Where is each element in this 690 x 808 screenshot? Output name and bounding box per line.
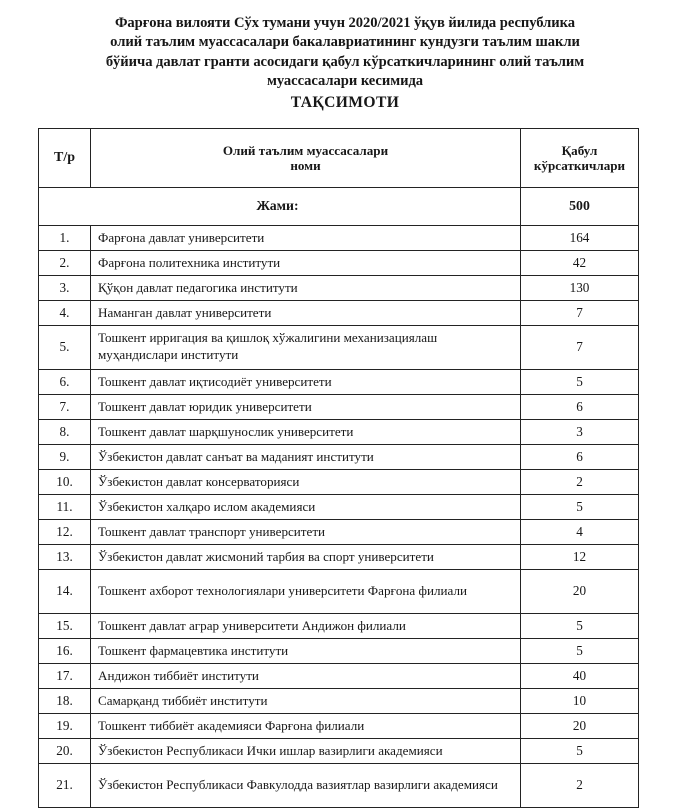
admission-quota: 5: [521, 639, 639, 664]
table-row: [39, 470, 639, 495]
row-number: 13.: [39, 545, 91, 570]
row-number: 20.: [39, 739, 91, 764]
row-number: 8.: [39, 420, 91, 445]
table-row: [39, 714, 639, 739]
table-row: [39, 545, 639, 570]
institution-name: Тошкент давлат транспорт университети: [91, 520, 521, 545]
table-total-row: [39, 188, 639, 226]
institution-name: Ўзбекистон давлат санъат ва маданият институти: [91, 445, 521, 470]
title-line-2: олий таълим муассасалари бакалавриатининг кундузги таълим шакли: [110, 34, 580, 51]
table-row: [39, 420, 639, 445]
table-row: [39, 495, 639, 520]
row-number: 12.: [39, 520, 91, 545]
institution-name: Фарғона политехника институти: [91, 251, 521, 276]
table-header-row: [39, 129, 639, 188]
table-header: [39, 129, 639, 188]
table-row: [39, 301, 639, 326]
row-number: 16.: [39, 639, 91, 664]
institution-name: Тошкент ирригация ва қишлоқ хўжалигини механизациялаш муҳандислари институти: [91, 326, 521, 370]
admission-quota: 3: [521, 420, 639, 445]
institution-name: Тошкент тиббиёт академияси Фарғона филиали: [91, 714, 521, 739]
page-subtitle: ТАҚСИМОТИ: [290, 93, 400, 111]
admission-quota: 10: [521, 689, 639, 714]
row-number: 5.: [39, 326, 91, 370]
admission-quota: 164: [521, 226, 639, 251]
institution-name: Тошкент давлат аграр университети Андижон филиали: [91, 614, 521, 639]
row-number: 7.: [39, 395, 91, 420]
row-number: 2.: [39, 251, 91, 276]
table-body: [39, 188, 639, 808]
row-number: 19.: [39, 714, 91, 739]
admission-quota: 7: [521, 326, 639, 370]
admission-quota: 40: [521, 664, 639, 689]
row-number: 11.: [39, 495, 91, 520]
institution-name: Тошкент давлат юридик университети: [91, 395, 521, 420]
row-number: 1.: [39, 226, 91, 251]
table-row: [39, 570, 639, 614]
admission-quota: 20: [521, 570, 639, 614]
institution-name: Самарқанд тиббиёт институти: [91, 689, 521, 714]
column-header-institution: [91, 129, 521, 188]
institution-name: Тошкент ахборот технологиялари университети Фарғона филиали: [91, 570, 521, 614]
row-number: 4.: [39, 301, 91, 326]
table-row: [39, 276, 639, 301]
admission-quota: 7: [521, 301, 639, 326]
table-row: [39, 664, 639, 689]
row-number: 14.: [39, 570, 91, 614]
table-row: [39, 520, 639, 545]
institution-name: Ўзбекистон халқаро ислом академияси: [91, 495, 521, 520]
row-number: 18.: [39, 689, 91, 714]
row-number: 9.: [39, 445, 91, 470]
title-line-4: муассасалари кесимида: [266, 73, 424, 90]
institution-name: Тошкент давлат иқтисодиёт университети: [91, 370, 521, 395]
column-header-quota-line1: Қабул: [561, 142, 598, 158]
admission-quota: 2: [521, 470, 639, 495]
institution-name: Тошкент давлат шарқшунослик университети: [91, 420, 521, 445]
row-number: 10.: [39, 470, 91, 495]
total-value: 500: [521, 188, 639, 226]
admission-quota: 130: [521, 276, 639, 301]
admission-quota: 5: [521, 614, 639, 639]
admission-quota: 5: [521, 495, 639, 520]
table-row: [39, 226, 639, 251]
table-row: [39, 764, 639, 808]
institution-name: Ўзбекистон давлат консерваторияси: [91, 470, 521, 495]
table-row: [39, 445, 639, 470]
admission-quota: 5: [521, 739, 639, 764]
total-label: Жами:: [39, 188, 521, 226]
admission-quota: 6: [521, 395, 639, 420]
table-row: [39, 739, 639, 764]
column-header-number: Т/р: [39, 129, 91, 188]
row-number: 15.: [39, 614, 91, 639]
page-title: [0, 0, 690, 113]
table-row: [39, 370, 639, 395]
admission-quota: 5: [521, 370, 639, 395]
admission-quota: 2: [521, 764, 639, 808]
row-number: 6.: [39, 370, 91, 395]
title-line-1: Фарғона вилояти Сўх тумани учун 2020/2021 ўқув йилида республика: [114, 15, 576, 31]
distribution-table: [38, 128, 639, 808]
row-number: 21.: [39, 764, 91, 808]
table-row: [39, 639, 639, 664]
admission-quota: 42: [521, 251, 639, 276]
institution-name: Ўзбекистон давлат жисмоний тарбия ва спорт университети: [91, 545, 521, 570]
column-header-quota-line2: кўрсаткичлари: [533, 158, 626, 173]
row-number: 3.: [39, 276, 91, 301]
table-row: [39, 614, 639, 639]
institution-name: Тошкент фармацевтика институти: [91, 639, 521, 664]
institution-name: Наманган давлат университети: [91, 301, 521, 326]
institution-name: Қўқон давлат педагогика институти: [91, 276, 521, 301]
admission-quota: 4: [521, 520, 639, 545]
institution-name: Ўзбекистон Республикаси Ички ишлар вазирлиги академияси: [91, 739, 521, 764]
admission-quota: 6: [521, 445, 639, 470]
admission-quota: 12: [521, 545, 639, 570]
row-number: 17.: [39, 664, 91, 689]
institution-name: Ўзбекистон Республикаси Фавкулодда вазиятлар вазирлиги академияси: [91, 764, 521, 808]
title-line-3: бўйича давлат гранти асосидаги қабул кўрсаткичларининг олий таълим: [105, 53, 585, 70]
institution-name: Андижон тиббиёт институти: [91, 664, 521, 689]
column-header-institution-line1: Олий таълим муассасалари: [222, 142, 389, 158]
table-row: [39, 689, 639, 714]
institution-name: Фарғона давлат университети: [91, 226, 521, 251]
table-row: [39, 395, 639, 420]
admission-quota: 20: [521, 714, 639, 739]
table-row: [39, 326, 639, 370]
column-header-quota: [521, 129, 639, 188]
table-row: [39, 251, 639, 276]
distribution-table-container: [38, 128, 638, 808]
column-header-institution-line2: номи: [290, 158, 321, 173]
